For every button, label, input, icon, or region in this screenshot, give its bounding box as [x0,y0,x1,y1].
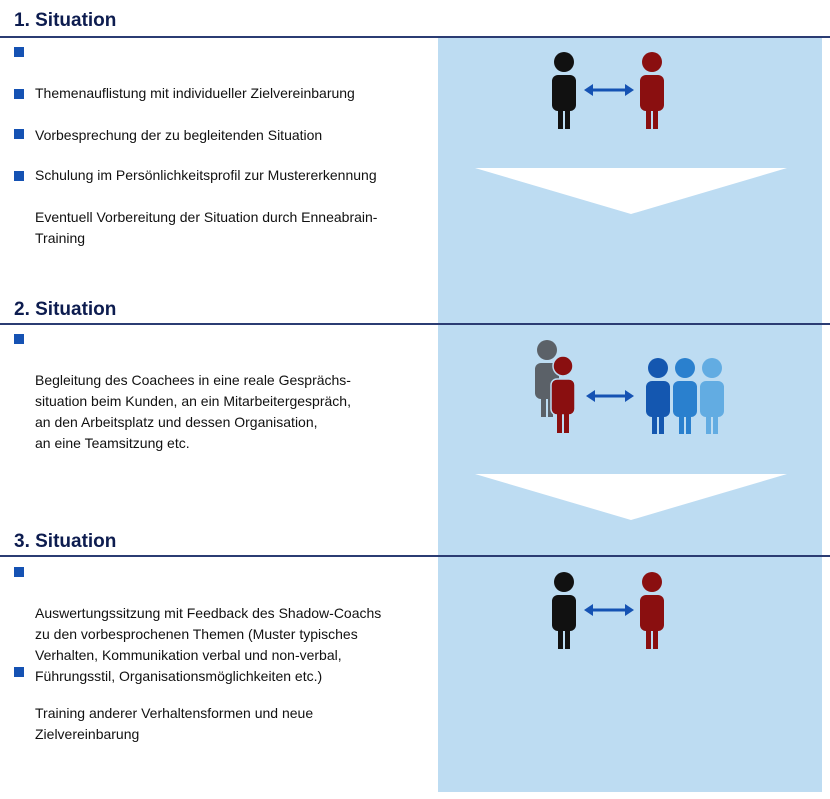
section-3-title: 3. Situation [14,531,117,552]
shadow-coach-team-icon [530,338,730,438]
section-2-title: 2. Situation [14,299,117,320]
bullet-square-icon [14,334,24,344]
bullet-text: Themenauflistung mit individueller Zielvereinbarung [35,85,355,101]
person-black-icon [552,52,576,129]
bullet-square-icon [14,89,24,99]
bullet-text: Training anderer Verhaltensformen und neue Zielvereinbarung [35,705,314,742]
coach-coachee-exchange-icon [540,570,680,652]
list-item [14,661,414,766]
list-item [14,328,414,475]
person-red-icon [640,52,664,129]
bullet-square-icon [14,129,24,139]
bullet-square-icon [14,171,24,181]
bullet-text: Schulung im Persönlichkeitsprofil zur Mustererkennung [35,167,377,183]
bullet-text: Auswertungssitzung mit Feedback des Shadow-Coachs zu den vorbesprochenen Themen (Muster typisches Verhalten, Kommunikation verbal und non-verbal, Führungsstil, Organisationsmöglichkeiten etc.) [35,605,382,684]
coach-coachee-exchange-icon [540,50,680,132]
section-2-divider [0,323,830,325]
bullet-text: Begleitung des Coachees in eine reale Gesprächs- situation beim Kunden, an ein Mitarbeitergespräch, an den Arbeitsplatz und dessen Organisation, an eine Teamsitzung etc. [35,372,351,451]
bullet-square-icon [14,667,24,677]
team-member-mid-blue-icon [673,358,697,434]
section-1-title: 1. Situation [14,10,117,31]
person-red-icon [640,572,664,649]
section-1-divider [0,36,830,38]
person-black-icon [552,572,576,649]
team-member-light-blue-icon [700,358,724,434]
double-arrow-icon [584,604,634,616]
bullet-square-icon [14,47,24,57]
bullet-text: Vorbesprechung der zu begleitenden Situation [35,127,323,143]
double-arrow-icon [584,84,634,96]
down-arrow-icon [475,474,787,522]
section-3-divider [0,555,830,557]
double-arrow-icon [586,390,634,402]
list-item [14,165,414,270]
down-arrow-icon [475,168,787,216]
bullet-square-icon [14,567,24,577]
team-member-dark-blue-icon [646,358,670,434]
bullet-text: Eventuell Vorbereitung der Situation durch Enneabrain- Training [35,209,378,246]
person-red-icon [551,356,575,433]
